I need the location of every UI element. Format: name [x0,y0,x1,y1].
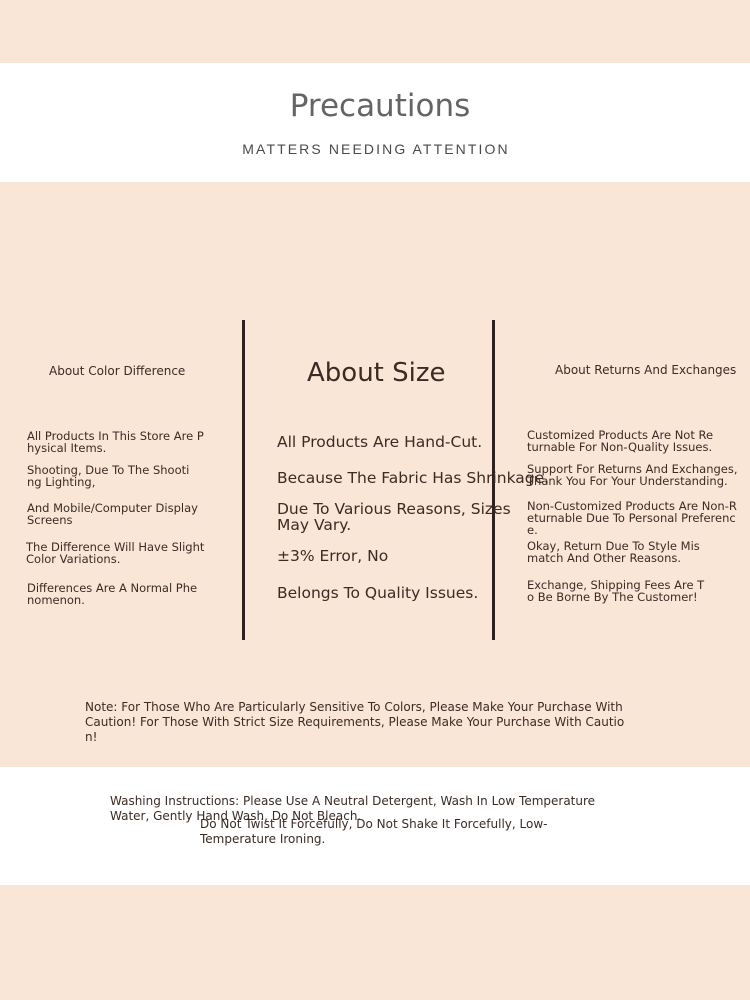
size-item: All Products Are Hand-Cut. [277,433,483,451]
page-subtitle: MATTERS NEEDING ATTENTION [242,141,510,157]
returns-item: Exchange, Shipping Fees Are To Be Borne By The Customer! [527,578,705,604]
returns-item: Customized Products Are Not Returnable For Non-Quality Issues. [527,428,714,454]
color-item: Shooting, Due To The Shooting Lighting, [27,463,190,489]
washing-instructions-continued: Do Not Twist It Forcefully, Do Not Shake It Forcefully, Low-Temperature Ironing. [200,817,548,846]
color-item: All Products In This Store Are Physical Items. [27,429,204,455]
returns-item: Non-Customized Products Are Non-Returnable Due To Personal Preference. [527,499,737,537]
size-item: Belongs To Quality Issues. [277,584,479,602]
returns-item: Okay, Return Due To Style Mismatch And Other Reasons. [527,539,700,565]
color-item: The Difference Will Have Slight Color Variations. [26,540,205,566]
page-title: Precautions [289,88,471,124]
returns-heading: About Returns And Exchanges [555,363,737,377]
size-item: ±3% Error, No [277,547,389,565]
color-difference-heading: About Color Difference [49,364,186,378]
returns-item: Support For Returns And Exchanges, Thank You For Your Understanding. [527,462,738,488]
color-item: Differences Are A Normal Phenomenon. [27,581,198,607]
size-item: Because The Fabric Has Shrinkage. [277,469,550,487]
column-divider-left [242,320,245,640]
purchase-note: Note: For Those Who Are Particularly Sensitive To Colors, Please Make Your Purchase With Caution! For Those With Strict Size Requirements, Please Make Your Purchase With Caution! [85,700,625,744]
washing-instructions: Washing Instructions: Please Use A Neutral Detergent, Wash In Low Temperature Water, Gently Hand Wash, Do Not Bleach. [110,794,596,823]
color-item: And Mobile/Computer Display Screens [27,501,198,527]
size-item: Due To Various Reasons, Sizes May Vary. [277,500,511,534]
size-heading: About Size [307,358,446,388]
